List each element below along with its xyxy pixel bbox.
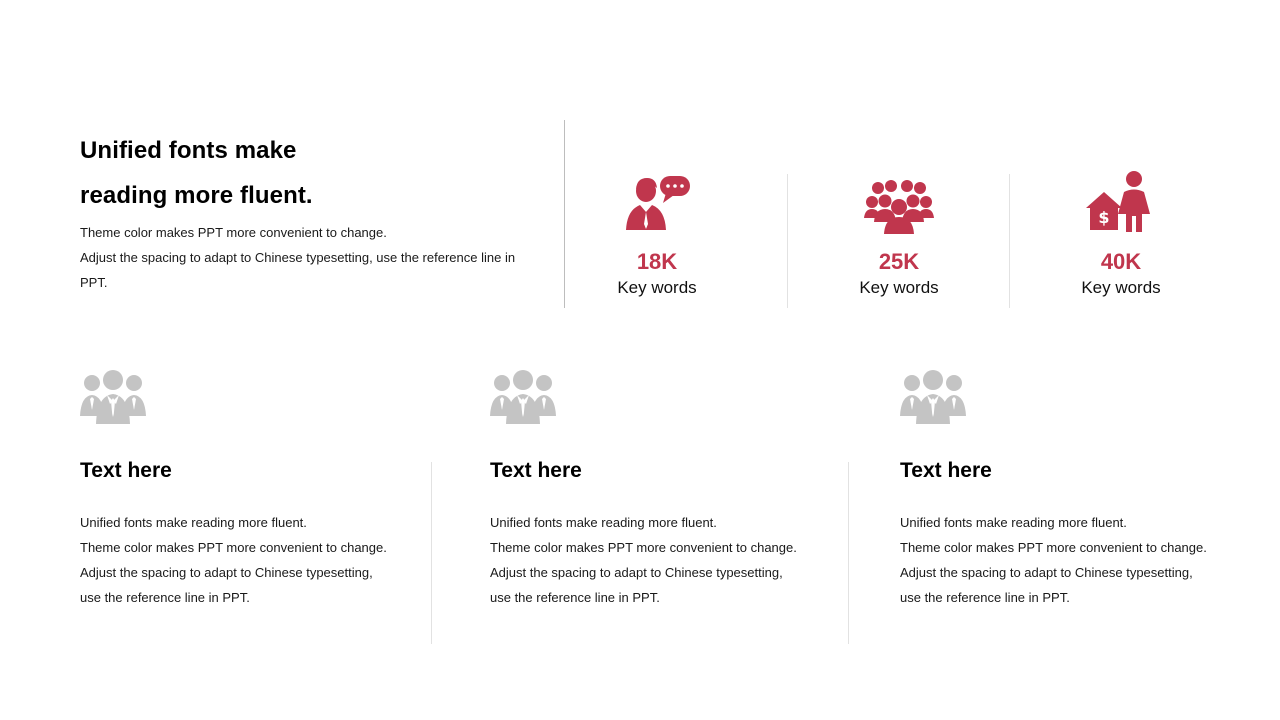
people-group-icon: [799, 168, 999, 234]
stat-divider-1: [787, 174, 788, 308]
stat-divider-2: [1009, 174, 1010, 308]
intro-description-line-1: Theme color makes PPT more convenient to change.: [80, 225, 387, 240]
column-1: [80, 368, 410, 610]
intro-description: [80, 220, 530, 295]
column-2: [490, 368, 820, 610]
column-text-line: Unified fonts make reading more fluent.: [900, 515, 1127, 530]
column-divider-1: [431, 462, 432, 644]
column-text-line: use the reference line in PPT.: [490, 590, 660, 605]
stat-item-2: [799, 168, 999, 300]
intro-title-line-2: reading more fluent.: [80, 182, 313, 209]
column-text-line: use the reference line in PPT.: [80, 590, 250, 605]
svg-text:$: $: [1098, 208, 1110, 227]
stat-item-3: [1021, 168, 1221, 300]
intro-title: [80, 128, 530, 218]
stat-label: Key words: [1081, 278, 1161, 297]
intro-section: [80, 128, 530, 295]
column-text: [490, 510, 820, 610]
business-team-icon: [900, 368, 1230, 426]
column-title: Text here: [490, 459, 582, 482]
column-divider-2: [848, 462, 849, 644]
column-text-line: Unified fonts make reading more fluent.: [490, 515, 717, 530]
intro-title-line-1: Unified fonts make: [80, 137, 297, 164]
column-text-line: Adjust the spacing to adapt to Chinese typesetting,: [900, 565, 1193, 580]
intro-description-line-2: Adjust the spacing to adapt to Chinese typesetting, use the reference line in PPT.: [80, 250, 516, 290]
column-text-line: Theme color makes PPT more convenient to change.: [900, 540, 1207, 555]
column-text-line: Unified fonts make reading more fluent.: [80, 515, 307, 530]
column-text-line: use the reference line in PPT.: [900, 590, 1070, 605]
customer-service-chat-icon: [557, 168, 757, 234]
column-text-line: Theme color makes PPT more convenient to change.: [490, 540, 797, 555]
column-3: [900, 368, 1230, 610]
house-and-person-icon: [1021, 168, 1221, 234]
column-text: [900, 510, 1230, 610]
stat-label: Key words: [617, 278, 697, 297]
business-team-icon: [80, 368, 410, 426]
column-text-line: Adjust the spacing to adapt to Chinese typesetting,: [80, 565, 373, 580]
stat-value: 40K: [1100, 249, 1142, 274]
stat-item-1: [557, 168, 757, 300]
column-text-line: Theme color makes PPT more convenient to change.: [80, 540, 387, 555]
stat-value: 25K: [878, 249, 920, 274]
column-title: Text here: [80, 459, 172, 482]
business-team-icon: [490, 368, 820, 426]
stat-label: Key words: [859, 278, 939, 297]
column-title: Text here: [900, 459, 992, 482]
column-text: [80, 510, 410, 610]
stat-value: 18K: [636, 249, 678, 274]
column-text-line: Adjust the spacing to adapt to Chinese typesetting,: [490, 565, 783, 580]
